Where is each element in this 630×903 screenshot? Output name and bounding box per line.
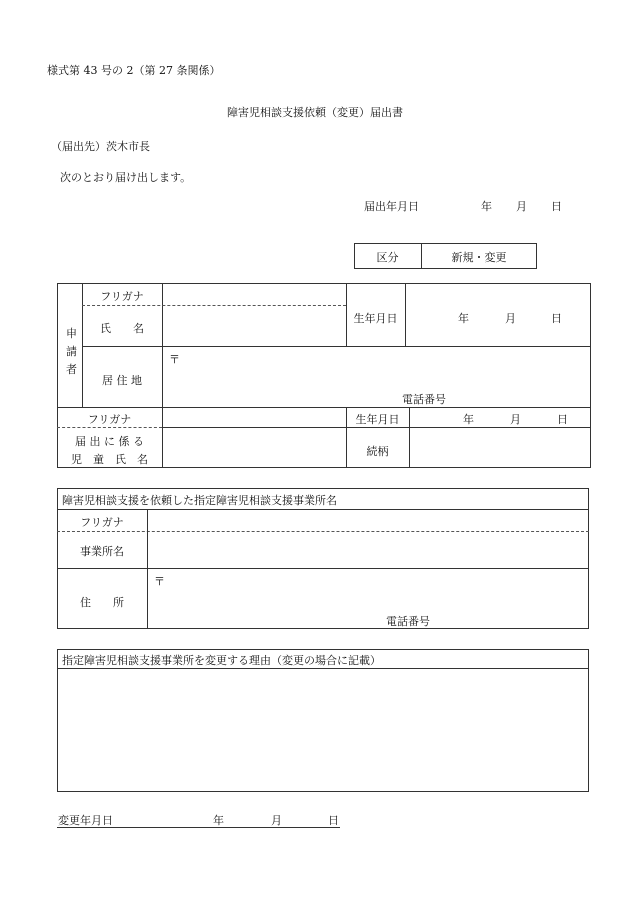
applicant-name-label: 氏 名 (100, 322, 144, 335)
office-furigana-label: フリガナ (80, 516, 124, 529)
filing-date-label: 届出年月日 (364, 200, 419, 213)
category-label: 区分 (376, 251, 399, 264)
applicant-birth-label: 生年月日 (353, 312, 398, 325)
child-name-label-1: 届 出 に 係 る (75, 435, 144, 448)
change-month: 月 (271, 814, 282, 827)
filing-month: 月 (516, 200, 527, 213)
applicant-address-label: 居 住 地 (102, 374, 142, 387)
applicant-furigana-label: フリガナ (100, 290, 144, 303)
applicant-label-2: 請 (66, 345, 77, 358)
applicant-label-1: 申 (66, 327, 77, 340)
filing-year: 年 (481, 200, 492, 213)
office-heading: 障害児相談支援を依頼した指定障害児相談支援事業所名 (62, 494, 337, 507)
reason-field[interactable] (58, 669, 588, 791)
office-name-label: 事業所名 (80, 545, 124, 558)
child-name-label-2: 児 童 氏 名 (71, 453, 148, 466)
filing-day: 日 (551, 200, 562, 213)
applicant-postal-mark: 〒 (169, 353, 180, 366)
child-relation-label: 続柄 (366, 445, 389, 458)
addressee: （届出先）茨木市長 (51, 140, 150, 153)
change-date-underline (57, 827, 340, 828)
applicant-birth-day: 日 (551, 312, 562, 325)
child-furigana-label: フリガナ (87, 413, 132, 426)
child-birth-month: 月 (510, 413, 521, 426)
document-title: 障害児相談支援依頼（変更）届出書 (227, 106, 403, 119)
change-date-label: 変更年月日 (58, 814, 113, 827)
applicant-label-3: 者 (66, 363, 77, 376)
change-year: 年 (213, 814, 224, 827)
category-value[interactable]: 新規・変更 (451, 251, 507, 264)
form-number: 様式第 43 号の 2（第 27 条関係） (47, 64, 221, 77)
applicant-birth-month: 月 (505, 312, 516, 325)
applicant-birth-year: 年 (458, 312, 469, 325)
office-phone-label: 電話番号 (386, 615, 430, 628)
intro-text: 次のとおり届け出します。 (60, 171, 192, 184)
change-day: 日 (328, 814, 339, 827)
applicant-phone-label: 電話番号 (402, 393, 446, 406)
child-birth-label: 生年月日 (355, 413, 400, 426)
reason-heading: 指定障害児相談支援事業所を変更する理由（変更の場合に記載） (62, 654, 381, 667)
child-birth-day: 日 (557, 413, 568, 426)
office-postal-mark: 〒 (154, 575, 165, 588)
child-birth-year: 年 (463, 413, 474, 426)
office-address-label: 住 所 (80, 596, 124, 609)
